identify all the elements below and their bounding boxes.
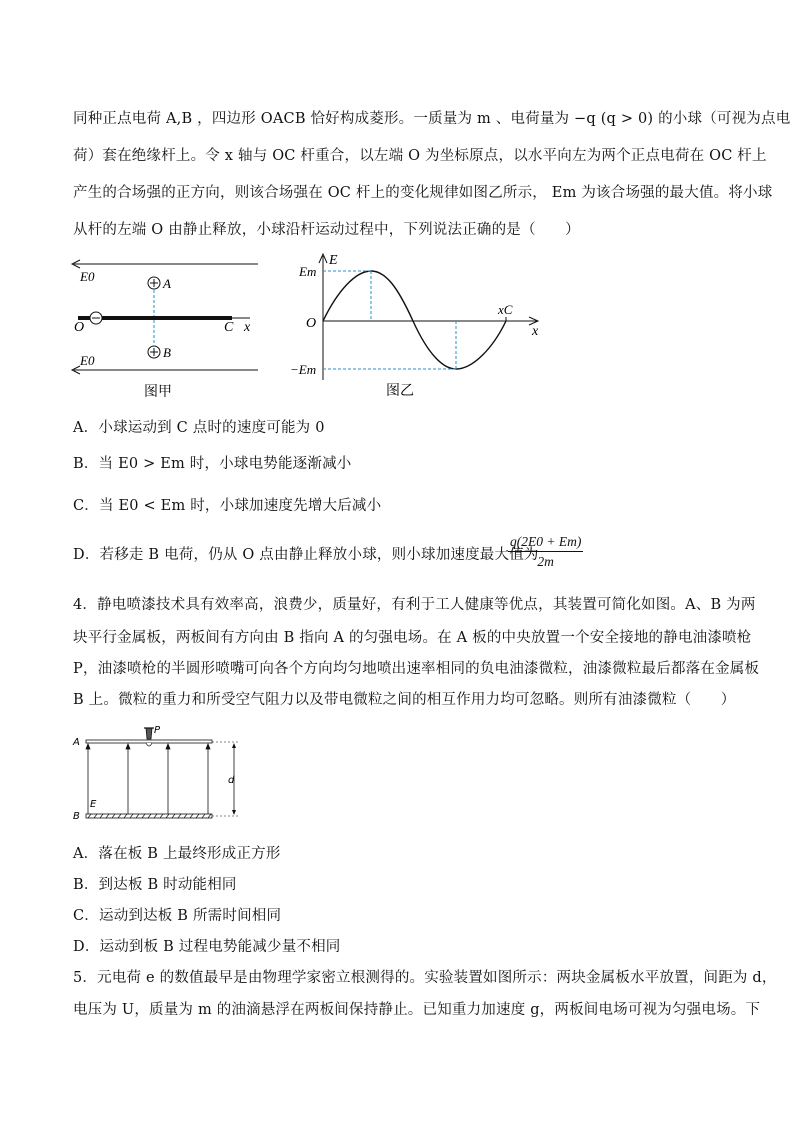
label-x: x — [244, 320, 251, 335]
label-d: d — [228, 775, 235, 786]
label-b-plate: B — [73, 811, 80, 822]
formula-numerator: q(2E0 + Em) — [508, 533, 583, 552]
label-x2: x — [532, 324, 539, 339]
label-e: E — [329, 253, 338, 268]
q5-line-1: 5．元电荷 e 的数值最早是由物理学家密立根测得的。实验装置如图所示：两块金属板水平放置，间距为 d， — [73, 970, 777, 986]
e0-top-label: E0 — [80, 269, 95, 284]
fig-yi-caption: 图乙 — [386, 383, 414, 399]
q3-intro-line-1: 同种正点电荷 A,B ，四边形 OACB 恰好构成菱形。一质量为 m 、电荷量为 −q (q > 0) 的小球（可视为点电 — [73, 111, 791, 127]
q4-line-2: 块平行金属板，两板间有方向由 B 指向 A 的匀强电场。在 A 板的中央放置一个安全接地的静电油漆喷枪 — [73, 630, 752, 646]
label-a: A — [163, 276, 171, 291]
label-p: P — [154, 725, 161, 736]
q4-option-d: D．运动到板 B 过程电势能减少量不相同 — [73, 939, 341, 955]
q4-line-4: B 上。微粒的重力和所受空气阻力以及带电微粒之间的相互作用力均可忽略。则所有油漆微粒（ ） — [73, 692, 736, 708]
figure-jia — [66, 254, 266, 404]
label-b: B — [163, 345, 171, 360]
q3-option-a: A．小球运动到 C 点时的速度可能为 0 — [73, 420, 325, 436]
q4-option-b: B．到达板 B 时动能相同 — [73, 877, 237, 893]
formula-denominator: 2m — [537, 554, 554, 569]
spray-figure — [70, 722, 250, 827]
q3-intro-line-2: 荷）套在绝缘杆上。令 x 轴与 OC 杆重合，以左端 O 为坐标原点，以水平向左为两个正点电荷在 OC 杆上 — [73, 148, 767, 164]
q3-intro-line-3: 产生的合场强的正方向，则该合场强在 OC 杆上的变化规律如图乙所示， Em 为该合场强的最大值。将小球 — [73, 185, 773, 201]
q4-option-c: C．运动到达板 B 所需时间相同 — [73, 908, 282, 924]
q3-intro-line-4: 从杆的左端 O 由静止释放，小球沿杆运动过程中，下列说法正确的是（ ） — [73, 222, 580, 238]
label-em: Em — [299, 264, 317, 279]
label-a-plate: A — [73, 737, 80, 748]
label-o: O — [74, 320, 85, 335]
q4-option-a: A．落在板 B 上最终形成正方形 — [73, 846, 281, 862]
q3-d-formula — [508, 533, 583, 572]
q3-option-d: D．若移走 B 电荷，仍从 O 点由静止释放小球，则小球加速度最大值为 — [73, 547, 539, 563]
figure-yi — [288, 248, 548, 404]
e0-bottom-label: E0 — [80, 353, 95, 368]
label-c: C — [224, 320, 234, 335]
plate-b — [86, 814, 212, 818]
label-xc: xC — [498, 302, 513, 317]
fig-jia-caption: 图甲 — [144, 384, 172, 400]
label-o2: O — [306, 316, 317, 331]
label-neg-em: −Em — [290, 362, 317, 377]
label-e-field: E — [90, 799, 97, 810]
field-curve — [323, 271, 506, 369]
q4-line-1: 4．静电喷漆技术具有效率高，浪费少，质量好，有利于工人健康等优点，其装置可简化如图。A、B 为两 — [73, 597, 756, 613]
spray-gun — [146, 728, 152, 739]
q5-line-2: 电压为 U，质量为 m 的油滴悬浮在两板间保持静止。已知重力加速度 g，两板间电场可视为匀强电场。下 — [73, 1002, 761, 1018]
plate-a — [86, 740, 212, 743]
q4-line-3: P，油漆喷枪的半圆形喷嘴可向各个方向均匀地喷出速率相同的负电油漆微粒，油漆微粒最后都落在金属板 — [73, 661, 760, 677]
q3-option-c: C．当 E0 < Em 时，小球加速度先增大后减小 — [73, 498, 382, 514]
q3-option-b: B．当 E0 > Em 时，小球电势能逐渐减小 — [73, 456, 352, 472]
